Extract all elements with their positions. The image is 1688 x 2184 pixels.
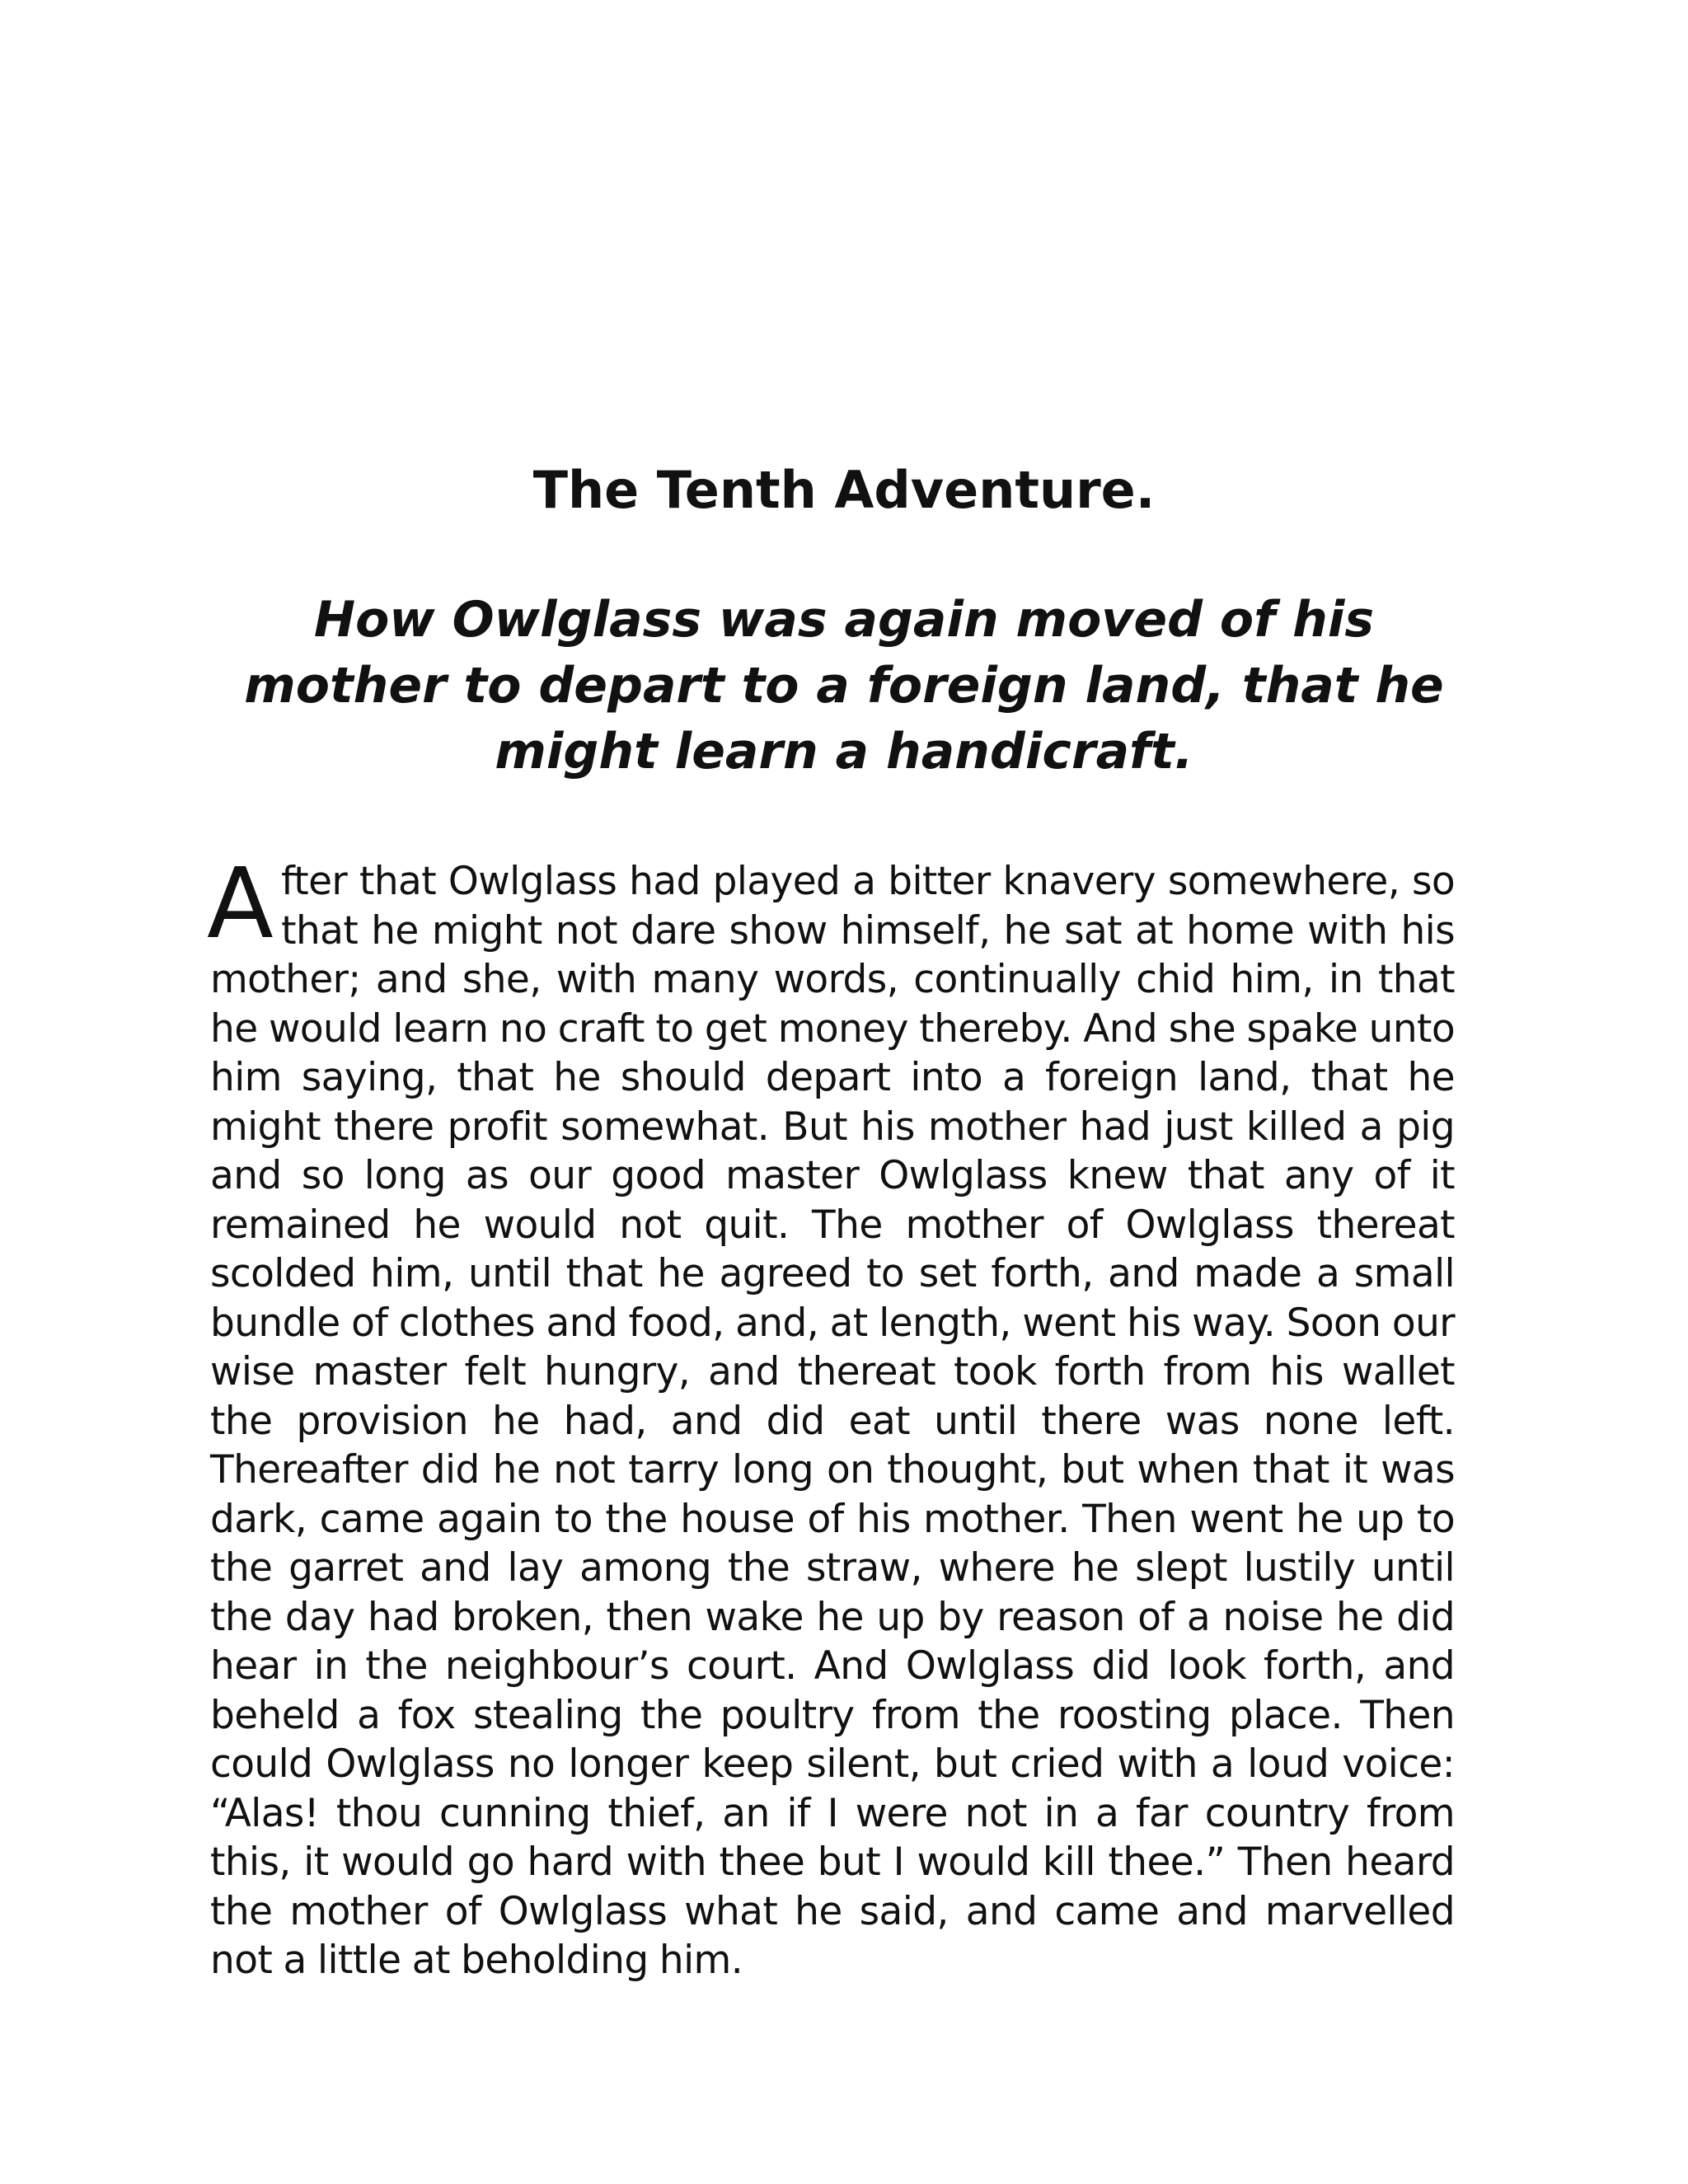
chapter-subtitle: How Owlglass was again moved of his mother to depart to a foreign land, that he might learn a handicraft. (244, 591, 1444, 780)
chapter-title: The Tenth Adventure. (532, 460, 1156, 520)
body-paragraph (207, 846, 1455, 1985)
body-text: fter that Owlglass had played a bitter knavery somewhere, so that he might not dare show himself, he sat at home with his mother; and she, with many words, continually chid him, in that he would learn no craft to get money thereby. And she spake unto him saying, that he should depart into a foreign land, that he might there profit somewhat. But his mother had just killed a pig and so long as our good master Owlglass knew that any of it remained he would not quit. The mother of Owlglass thereat scolded him, until that he agreed to set forth, and made a small bundle of clothes and food, and, at length, went his way. Soon our wise master felt hungry, and thereat took forth from his wallet the provision he had, and did eat until there was none left. Thereafter did he not tarry long on thought, but when that it was dark, came again to the house of his mother. Then went he up to the garret and lay among the straw, where he slept lustily until the day had broken, then wake he up by reason of a noise he did hear in the neighbour’s court. And Owlglass did look forth, and beheld a fox stealing the poultry from the roosting place. Then could Owlglass no longer keep silent, but cried with a loud voice: “Alas! thou cunning thief, an if I were not in a far country from this, it would go hard with thee but I would kill thee.” Then heard the mother of Owlglass what he said, and came and marvelled not a little at beholding him. (210, 859, 1455, 1983)
drop-cap: A (207, 846, 274, 960)
